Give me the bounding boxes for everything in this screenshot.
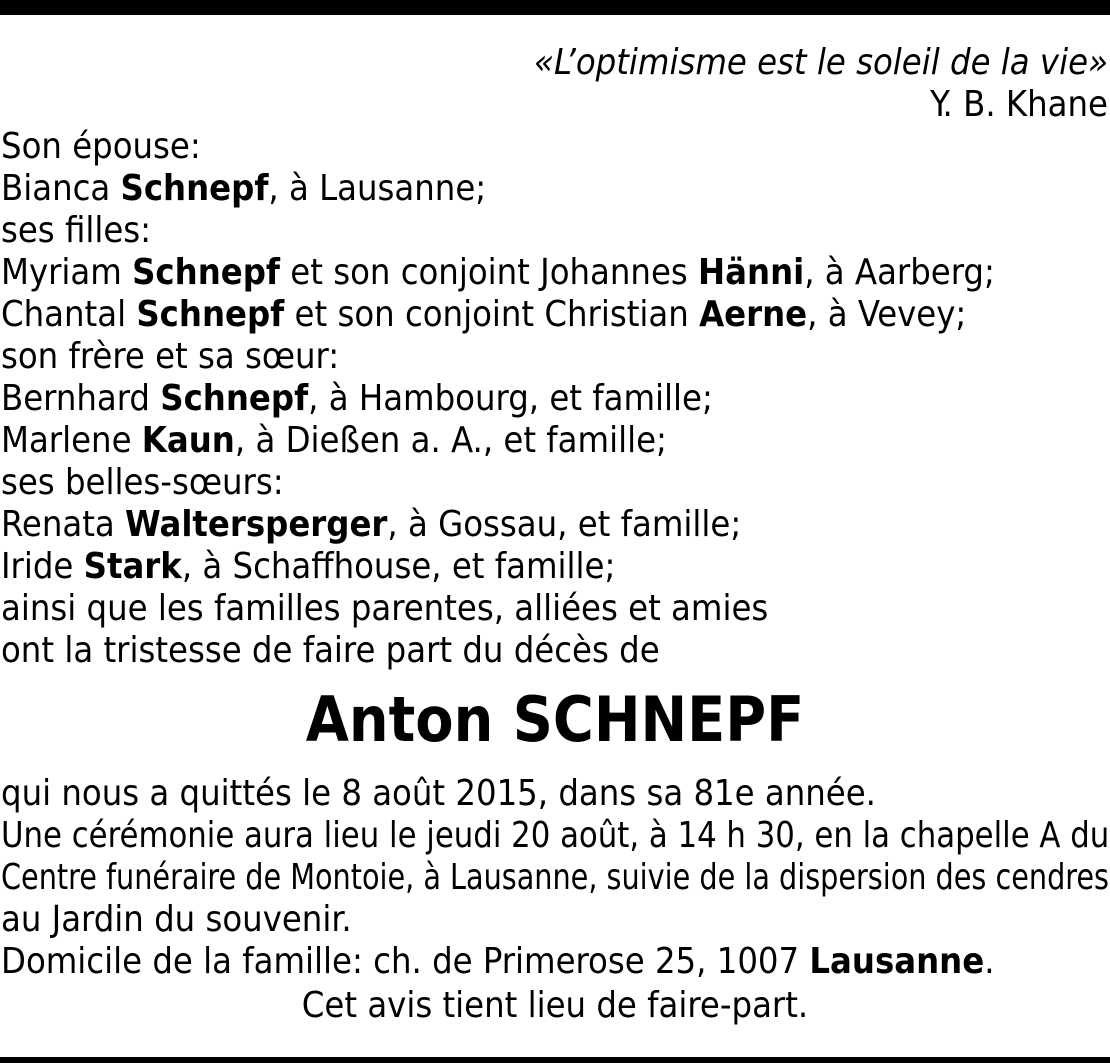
- ceremony-line-3: au Jardin du souvenir.: [1, 899, 352, 940]
- epigraph-quote: «L’optimisme est le soleil de la vie»: [534, 42, 1108, 83]
- family-line: [1, 210, 995, 252]
- family-list: [1, 126, 995, 672]
- family-line: [1, 420, 995, 462]
- family-surname: Aerne: [699, 294, 808, 335]
- family-text: Marlene: [1, 420, 142, 461]
- family-surname: Schnepf: [160, 378, 309, 419]
- family-surname: Schnepf: [120, 168, 269, 209]
- family-surname: Stark: [83, 546, 182, 587]
- family-line: [1, 462, 995, 504]
- family-text: ses filles:: [1, 210, 152, 251]
- family-surname: Waltersperger: [125, 504, 388, 545]
- top-rule: [0, 0, 1110, 15]
- family-line: [1, 588, 995, 630]
- family-surname: Kaun: [141, 420, 235, 461]
- bottom-rule: [0, 1057, 1110, 1063]
- family-text: Myriam: [1, 252, 133, 293]
- closing-note: Cet avis tient lieu de faire-part.: [301, 985, 809, 1026]
- family-text: , à Schaffhouse, et famille;: [181, 546, 616, 587]
- family-text: Son épouse:: [1, 126, 201, 167]
- deceased-name: Anton SCHNEPF: [305, 683, 805, 756]
- family-text: Bernhard: [1, 378, 161, 419]
- ceremony-line-2: Centre funéraire de Montoie, à Lausanne, suivie de la dispersion des cendres: [1, 857, 1109, 898]
- family-text: Bianca: [1, 168, 121, 209]
- family-line: [1, 546, 995, 588]
- family-line: [1, 378, 995, 420]
- family-text: , à Hambourg, et famille;: [308, 378, 713, 419]
- family-text: et son conjoint Christian: [284, 294, 700, 335]
- family-text: Iride: [1, 546, 84, 587]
- ceremony-details: [1, 773, 1109, 983]
- family-line: [1, 294, 995, 336]
- ceremony-line-1: Une cérémonie aura lieu le jeudi 20 août, à 14 h 30, en la chapelle A du: [1, 815, 1110, 856]
- family-text: , à Vevey;: [807, 294, 967, 335]
- domicile-end: .: [984, 941, 995, 982]
- family-line: [1, 630, 995, 672]
- family-surname: Schnepf: [132, 252, 280, 293]
- family-surname: Schnepf: [136, 294, 285, 335]
- family-line: [1, 126, 995, 168]
- passing-date-line: qui nous a quittés le 8 août 2015, dans sa 81e année.: [1, 773, 876, 814]
- epigraph-author: Y. B. Khane: [930, 84, 1108, 125]
- family-text: son frère et sa sœur:: [1, 336, 340, 377]
- family-text: , à Lausanne;: [268, 168, 487, 209]
- domicile-line: [1, 941, 1109, 983]
- family-text: ainsi que les familles parentes, alliées et amies: [1, 588, 769, 629]
- family-text: et son conjoint Johannes: [280, 252, 699, 293]
- family-text: ses belles-sœurs:: [1, 462, 284, 503]
- domicile-address: Domicile de la famille: ch. de Primerose 25, 1007: [1, 941, 810, 982]
- family-text: Chantal: [1, 294, 137, 335]
- family-text: , à Aarberg;: [804, 252, 995, 293]
- family-text: Renata: [1, 504, 126, 545]
- family-line: [1, 504, 995, 546]
- family-line: [1, 168, 995, 210]
- family-text: , à Dießen a. A., et famille;: [234, 420, 667, 461]
- family-line: [1, 252, 995, 294]
- family-text: , à Gossau, et famille;: [387, 504, 742, 545]
- epigraph: [534, 42, 1108, 126]
- domicile-city: Lausanne: [809, 941, 985, 982]
- family-surname: Hänni: [698, 252, 805, 293]
- family-line: [1, 336, 995, 378]
- family-text: ont la tristesse de faire part du décès de: [1, 630, 660, 671]
